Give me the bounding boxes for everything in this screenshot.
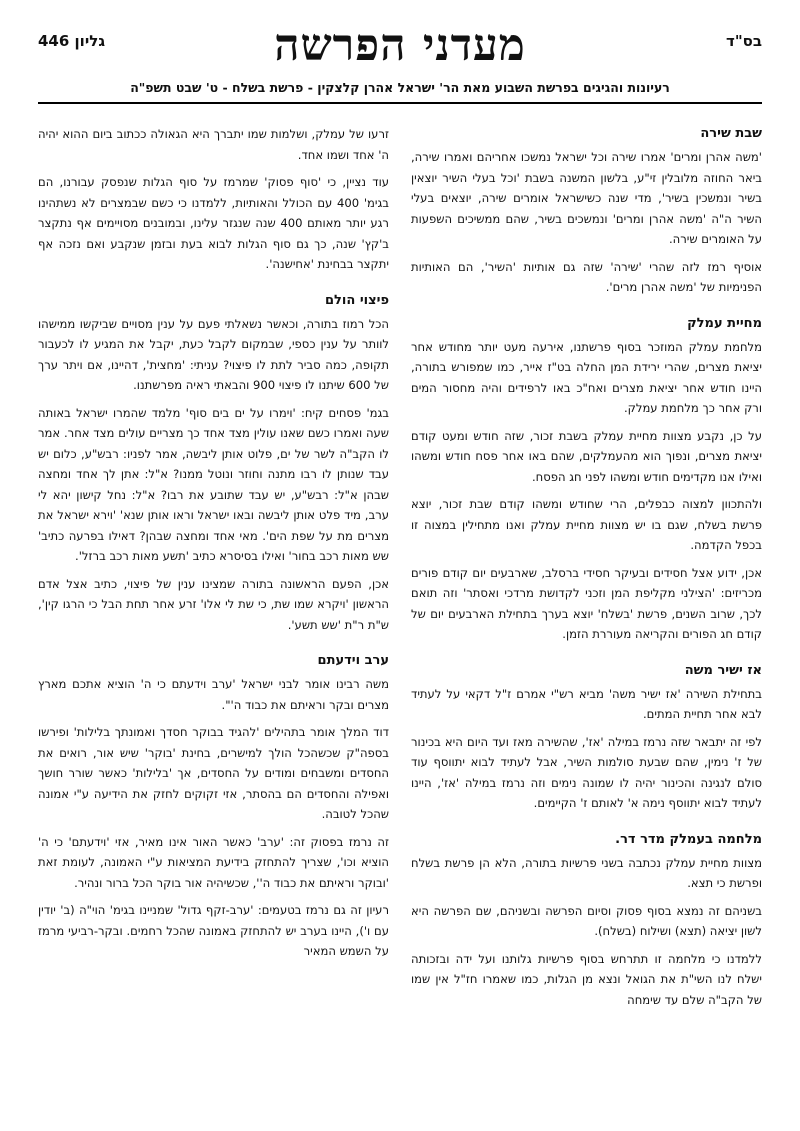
publication-subtitle: רעיונות והגיגים בפרשת השבוע מאת הר' ישראל אהרן קלצקין - פרשת בשלח - ט' שבט תשפ"ה bbox=[130, 80, 670, 95]
bsd-label: בס"ד bbox=[726, 32, 762, 50]
paragraph: ולהתכוון למצוה כבפלים, הרי שחודש ומשהו קודם שבת זכור, יוצא פרשת בשלח, שגם בו יש מצוות מחיית עמלק ואנו מתחילין במצוה זו בכפל הקדמה. bbox=[411, 497, 762, 552]
right-column bbox=[411, 124, 762, 1112]
section-continuation bbox=[38, 124, 389, 275]
paragraph: זרעו של עמלק, ושלמות שמו יתברך היא הגאולה ככתוב ביום ההוא יהיה ה' אחד ושמו אחד. bbox=[38, 127, 389, 162]
section-title: מחיית עמלק bbox=[687, 315, 762, 331]
section-title: אז ישיר משה bbox=[684, 662, 762, 678]
issue-number: גליון 446 bbox=[38, 32, 106, 50]
section-amalek bbox=[411, 314, 762, 645]
paragraph: אכן, ידוע אצל חסידים ובעיקר חסידי ברסלב, שארבעים יום קודם פורים מכריזים: 'הצילני מקליפת המן וזכני לקדושת מרדכי ואסתר' וזה תואם לכך, שרוב השנים, פרשת 'בשלח' יוצא בערך בתחילת הארבעים יום של קודם חג הפורים והקריאה מעוררת הזמן. bbox=[411, 565, 762, 641]
paragraph: 'משה אהרן ומרים' אמרו שירה וכל ישראל נמשכו אחריהם ואמרו שירה, ביאר החוזה מלובלין זי"ע, בלשון המשנה בשבת 'וכל בעלי השיר יוצאין בשיר ונמשכין בשיר', מדי שנה כשישראל אומרים שירה, יוצאים בעלי השיר ה"ה 'משה אהרן ומרים' ונמשכים בשיר, שהם ממשיכים השפעות על האומרים שירה. bbox=[411, 150, 762, 246]
section-az-yashir bbox=[411, 661, 762, 814]
paragraph: בתחילת השירה 'אז ישיר משה' מביא רש"י אמרם ז"ל דקאי על לעתיד לבא אחר תחיית המתים. bbox=[411, 686, 762, 721]
paragraph: על כן, נקבע מצוות מחיית עמלק בשבת זכור, שזה חודש ומעט קודם יציאת מצרים, ונפוך הוא מהעמלקים, שהם באו אחר פסח חודש ומשהו ואילו אנו מקדימים חודש ומשהו לפני חג הפסח. bbox=[411, 428, 762, 484]
paragraph: עוד נציין, כי 'סוף פסוק' שמרמז על סוף הגלות שנפסק עבורנו, הם בגימ' 400 עם הכולל והאותיות, ללמדנו כי כשם שבמצרים לא נשתהינו רגע יותר מאותם 400 שנה שנגזר עלינו, ובמובנים מסויימים אף נתקצר ב'קץ' שנה, כך גם סוף הגלות לבוא בעת ובזמן שנקבע ואם נזכה אף יתקצר בבחינת 'אחישנה'. bbox=[38, 175, 389, 271]
paragraph: זה נרמז בפסוק זה: 'ערב' כאשר האור אינו מאיר, אזי 'וידעתם' כי ה' הוציא וכו', שצריך להתחזק בידיעת המציאות ע"י האמונה, לעומת זאת 'ובוקר וראיתם את כבוד ה'', שכשיהיה אור בוקר הכל ברור ונהיר. bbox=[38, 834, 389, 890]
paragraph: רעיון זה גם נרמז בטעמים: 'ערב-זקף גדול' שמניינו בגימ' הוי"ה (ב' יודין עם ו'), היינו בערב יש להתחזק באמונה שהכל רחמים. ובקר-רביעי מרמז על השמש המאיר bbox=[38, 903, 389, 958]
section-compensation bbox=[38, 291, 389, 636]
paragraph: בגמ' פסחים קיח: 'וימרו על ים בים סוף' מלמד שהמרו ישראל באותה שעה ואמרו כשם שאנו עולין מצד אחד כך מצריים עולים מצד אחר. אמר לו הקב"ה לשר של ים, פלוט אותן ליבשה, אמר לפניו: רבש"ע, כלום יש עבד שנותן לו רבו מתנה וחוזר ונוטל ממנו? א"ל: אתן לך אחד ומחצה שבהן א"ל: רבש"ע, יש עבד שתובע את רבו? א"ל: נחל קישון יהא לי ערב, מיד פלט אותן ליבשה ובאו ישראל וראו אותן שנא' 'וירא ישראל את מצרים מת על שפת הים'. מאי אחד ומחצה שבהן? דאילו בפרעה כתיב' שש מאות רכב בחור' ואילו בסיסרא כתיב 'תשע מאות רכב ברזל'. bbox=[38, 405, 389, 563]
paragraph: הכל רמוז בתורה, וכאשר נשאלתי פעם על ענין מסויים שביקשו ממישהו לוותר על ענין כספי, שבמקום לקבל כעת, יקבל את המגיע לו לכעבור תקופה, כמה סביר לתת לו פיצוי? עניתי: 'מחצית', דהיינו, אם ויתר ערך של 600 שיתנו לו פיצוי 900 והבאתי ראיה מפרשתנו. bbox=[38, 316, 389, 392]
section-title: פיצוי הולם bbox=[325, 292, 389, 308]
paragraph: משה רבינו אומר לבני ישראל 'ערב וידעתם כי ה' הוציא אתכם מארץ מצרים ובקר וראיתם את כבוד ה'". bbox=[38, 677, 389, 712]
paragraph: מלחמת עמלק המוזכר בסוף פרשתנו, אירעה מעט יותר מחודש אחר יציאת מצרים, שהרי ירידת המן החלה בט"ז אייר, כמו שמפורש בתורה, היינו חודש אחר יציאת מצרים ואח"כ באו לרפידים והיה מחסור המים ורק אחר כך מלחמת עמלק. bbox=[411, 339, 762, 415]
paragraph: דוד המלך אומר בתהילים 'להגיד בבוקר חסדך ואמונתך בלילות' ופירשו בספה"ק שכשהכל הולך למישרים, בחינת 'בוקר' שיש אור, רואים את החסדים ומשבחים ומודים על החסדים, אך 'בלילות' כאשר שורר חושך ואפילה והחסדים הם בהסתר, אזי זקוקים לחזק את הידיעה ע"י אמונה שהכל לטובה. bbox=[38, 725, 389, 821]
section-shabbat-shira bbox=[411, 124, 762, 298]
section-title: מלחמה בעמלק מדר דר. bbox=[615, 831, 762, 847]
newsletter-page bbox=[38, 22, 762, 1112]
left-column bbox=[38, 124, 389, 1112]
paragraph: ללמדנו כי מלחמה זו תתרחש בסוף פרשיות גלותנו ועל ידה ובזכותה ישלח לנו השי"ת את הגואל ונצא מן הגלות, כמו שאמרו חז"ל אין שמו של הקב"ה שלם עד שימחה bbox=[411, 951, 762, 1007]
publication-title: מעדני הפרשה bbox=[274, 20, 526, 71]
masthead bbox=[38, 22, 762, 98]
paragraph: לפי זה יתבאר שזה נרמז במילה 'אז', שהשירה מאז ועד היום היא בכינור של ז' נימין, שהם שבעת סולמות השיר, אבל לעתיד לבוא יתווסף עוד סולם לנגינה והכינור יהיה לו שמונה נימים וזה נרמז במילה 'אז', היינו לעתיד לבוא יתווסף נימה א' לאותם ז' הקיימים. bbox=[411, 734, 762, 810]
header-divider bbox=[38, 102, 762, 104]
paragraph: אוסיף רמז לזה שהרי 'שירה' שזה גם אותיות 'השיר', הם האותיות הפנימיות של 'משה אהרן מרים'. bbox=[411, 259, 762, 294]
section-erev-vidatem bbox=[38, 651, 389, 962]
section-title: שבת שירה bbox=[700, 126, 762, 141]
paragraph: מצוות מחיית עמלק נכתבה בשני פרשיות בתורה, הלא הן פרשת בשלח ופרשת כי תצא. bbox=[411, 855, 762, 890]
paragraph: בשניהם זה נמצא בסוף פסוק וסיום הפרשה ובשניהם, שם הפרשה היא לשון יציאה (תצא) ושילוח (בשלח). bbox=[411, 903, 762, 938]
paragraph: אכן, הפעם הראשונה בתורה שמצינו ענין של פיצוי, כתיב אצל אדם הראשון 'ויקרא שמו שת, כי שת לי אלו' זרע אחר תחת הבל כי הרגו קין', ש"ת ר"ת 'שש תשע'. bbox=[38, 576, 389, 632]
article-columns bbox=[38, 124, 762, 1112]
section-war-amalek bbox=[411, 830, 762, 1011]
section-title: ערב וידעתם bbox=[317, 653, 389, 668]
